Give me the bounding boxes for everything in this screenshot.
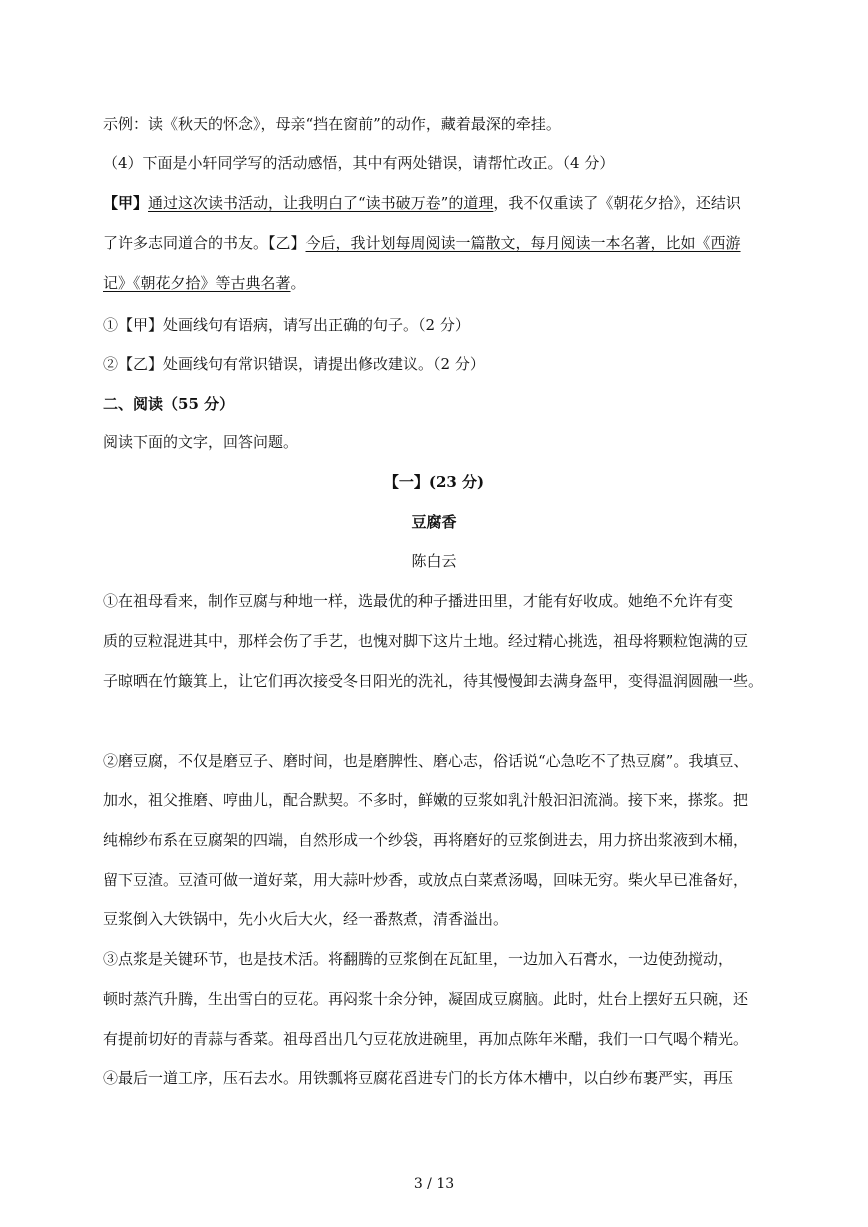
sub-question-1: ①【甲】处画线句有语病，请写出正确的句子。（2 分） (103, 316, 470, 334)
question-4-prompt: （4）下面是小轩同学写的活动感悟，其中有两处错误，请帮忙改正。（4 分） (103, 154, 615, 172)
section-heading-reading: 二、阅读（55 分） (103, 395, 235, 413)
paragraph-2-line: 留下豆渣。豆渣可做一道好菜，用大蒜叶炒香，或放点白菜煮汤喝，回味无穷。柴火早已准备好， (103, 871, 749, 889)
activity-reflection-line-3 (103, 273, 306, 293)
paragraph-2-line: 豆浆倒入大铁锅中，先小火后大火，经一番熬煮，清香溢出。 (103, 910, 509, 928)
sub-question-2: ②【乙】处画线句有常识错误，请提出修改建议。（2 分） (103, 355, 485, 373)
reflection-text: 。 (290, 274, 306, 292)
page-number: 3 / 13 (413, 1176, 455, 1192)
activity-reflection-line-2 (103, 233, 741, 253)
paragraph-2-line: 加水，祖父推磨、哼曲儿，配合默契。不多时，鲜嫩的豆浆如乳汁般汩汩流淌。接下来，搽浆。把 (103, 791, 749, 809)
example-answer-line: 示例：读《秋天的怀念》，母亲“挡在窗前”的动作，藏着最深的牵挂。 (103, 115, 561, 133)
yi-underlined-sentence-cont: 记》《朝花夕拾》等古典名著 (103, 274, 291, 292)
paragraph-2-line: 纯棉纱布系在豆腐架的四端，自然形成一个纱袋，再将磨好的豆浆倒进去，用力挤出浆液到木桶， (103, 831, 749, 849)
paragraph-3-line: 有提前切好的青蒜与香菜。祖母舀出几勺豆花放进碗里，再加点陈年米醋，我们一口气喝个精光。 (103, 1030, 749, 1048)
activity-reflection-line-1 (103, 193, 741, 213)
passage-number: 【一】(23 分) (383, 473, 485, 491)
passage-title: 豆腐香 (411, 513, 457, 531)
paragraph-1-line: ①在祖母看来，制作豆腐与种地一样，选最优的种子播进田里，才能有好收成。她绝不允许有变 (103, 592, 734, 610)
passage-author: 陈白云 (411, 552, 457, 570)
paragraph-3-line: 顿时蒸汽升腾，生出雪白的豆花。再闷浆十余分钟，凝固成豆腐脑。此时，灶台上摆好五只碗，还 (103, 990, 749, 1008)
reflection-text: 了许多志同道合的书友。【乙】 (103, 234, 306, 252)
paragraph-1-line: 质的豆粒混进其中，那样会伤了手艺，也愧对脚下这片土地。经过精心挑选，祖母将颗粒饱满的豆 (103, 632, 749, 650)
paragraph-4-line: ④最后一道工序，压石去水。用铁瓢将豆腐花舀进专门的长方体木槽中，以白纱布裹严实，再压 (103, 1069, 734, 1087)
jia-marker: 【甲】 (103, 194, 149, 212)
paragraph-1-line: 子晾晒在竹簸箕上，让它们再次接受冬日阳光的洗礼，待其慢慢卸去满身盔甲，变得温润圆融一些。 (103, 672, 764, 690)
jia-underlined-sentence: 通过这次读书活动，让我明白了“读书破万卷”的道理 (148, 194, 494, 212)
paragraph-2-line: ②磨豆腐，不仅是磨豆子、磨时间，也是磨脾性、磨心志，俗话说“心急吃不了热豆腐”。我填豆、 (103, 752, 749, 770)
reading-instruction: 阅读下面的文字，回答问题。 (103, 433, 299, 451)
reflection-text: ，我不仅重读了《朝花夕拾》，还结识 (493, 194, 741, 212)
yi-underlined-sentence: 今后，我计划每周阅读一篇散文，每月阅读一本名著，比如《西游 (305, 234, 741, 252)
paragraph-3-line: ③点浆是关键环节，也是技术活。将翻腾的豆浆倒在瓦缸里，一边加入石膏水，一边使劲搅动， (103, 950, 734, 968)
